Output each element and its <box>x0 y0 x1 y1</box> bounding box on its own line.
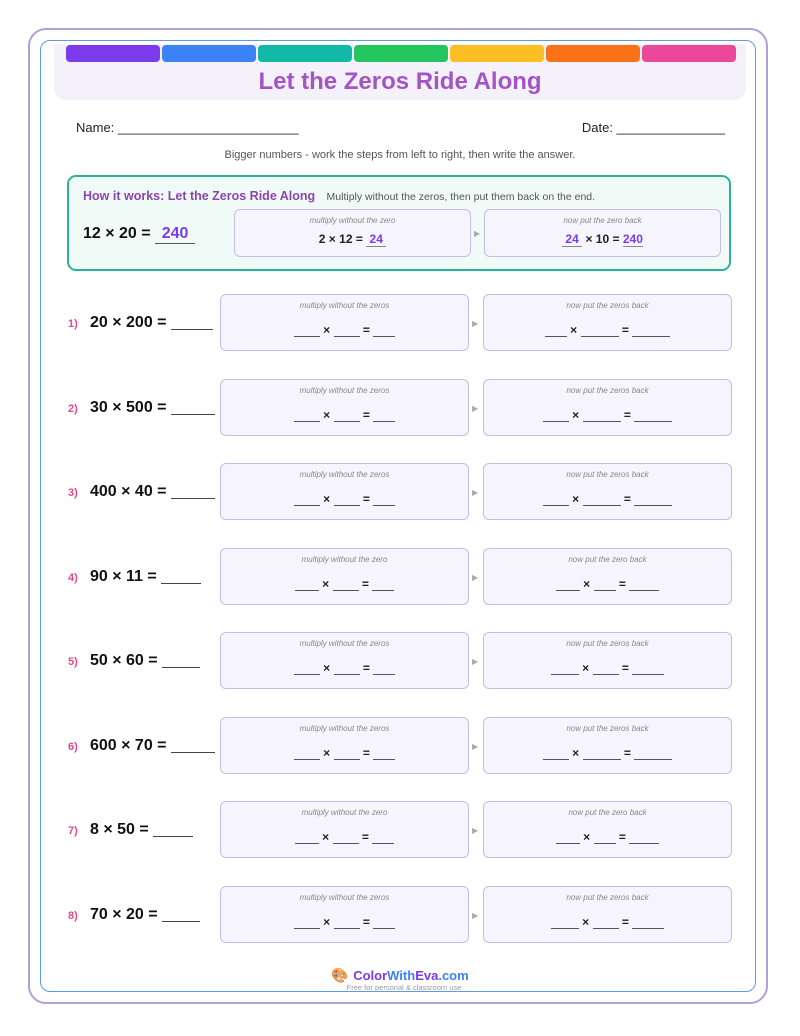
step1-equation: × = <box>221 661 468 675</box>
problem-expression: 400 × 40 = <box>90 483 215 501</box>
answer-blank[interactable] <box>543 747 569 760</box>
answer-blank[interactable] <box>294 916 320 929</box>
step-label: multiply without the zeros <box>299 386 390 395</box>
step1-box <box>220 632 469 689</box>
problem-answer-line[interactable] <box>162 907 200 922</box>
arrow-icon: ▶ <box>472 657 479 666</box>
step2-equation: × = <box>484 323 731 337</box>
answer-blank[interactable] <box>551 662 579 675</box>
example-step2-equation: 24 × 10 = 240 <box>485 232 720 247</box>
footer-tagline: Free for personal & classroom use <box>346 983 462 992</box>
arrow-icon: ▶ <box>472 573 479 582</box>
problem-answer-line[interactable] <box>162 653 200 668</box>
answer-blank[interactable] <box>372 831 394 844</box>
step2-equation: × = <box>484 661 731 675</box>
answer-blank[interactable] <box>543 409 569 422</box>
example-title: How it works: Let the Zeros Ride Along <box>83 189 316 203</box>
step-label: now put the zero back <box>568 808 647 817</box>
step-label: multiply without the zeros <box>299 301 390 310</box>
answer-blank[interactable] <box>634 747 672 760</box>
step2-box <box>483 886 732 943</box>
step1-box <box>220 463 469 520</box>
answer-blank[interactable] <box>629 578 659 591</box>
answer-blank[interactable] <box>373 493 395 506</box>
example-expression: 12 × 20 = <box>83 225 151 242</box>
problem-expression: 90 × 11 = <box>90 568 201 586</box>
answer-blank[interactable] <box>373 747 395 760</box>
answer-blank[interactable] <box>294 409 320 422</box>
answer-blank[interactable] <box>594 578 616 591</box>
answer-blank[interactable] <box>593 916 619 929</box>
answer-blank[interactable] <box>373 409 395 422</box>
answer-blank[interactable] <box>593 662 619 675</box>
problem-number: 7) <box>68 825 78 837</box>
brand-name: ColorWithEva.com <box>353 968 469 983</box>
answer-blank[interactable] <box>334 493 360 506</box>
answer-blank[interactable] <box>556 831 580 844</box>
step1-box <box>220 801 469 858</box>
answer-blank[interactable] <box>295 831 319 844</box>
name-field[interactable]: Name: _________________________ <box>76 120 299 135</box>
problem-answer-line[interactable] <box>161 569 201 584</box>
step-label: multiply without the zero <box>301 555 388 564</box>
example-step1-box <box>234 209 471 257</box>
answer-blank[interactable] <box>334 916 360 929</box>
step-label: now put the zeros back <box>566 470 649 479</box>
arrow-icon: ▶ <box>472 488 479 497</box>
step1-equation: × = <box>221 830 468 844</box>
answer-blank[interactable] <box>583 747 621 760</box>
answer-blank[interactable] <box>632 324 670 337</box>
step-label: now put the zero back <box>568 555 647 564</box>
problem-number: 2) <box>68 403 78 415</box>
instructions: Bigger numbers - work the steps from left to right, then write the answer. <box>224 149 576 161</box>
step2-equation: × = <box>484 408 731 422</box>
step1-result: 24 <box>366 232 386 247</box>
answer-blank[interactable] <box>372 578 394 591</box>
answer-blank[interactable] <box>583 493 621 506</box>
answer-blank[interactable] <box>543 493 569 506</box>
problem-expression: 600 × 70 = <box>90 737 215 755</box>
date-field[interactable]: Date: _______________ <box>581 120 725 135</box>
step1-equation: × = <box>221 323 468 337</box>
example-step2-box <box>484 209 721 257</box>
problem-answer-line[interactable] <box>171 738 215 753</box>
step1-equation: × = <box>221 746 468 760</box>
step2-box <box>483 379 732 436</box>
step2-box <box>483 548 732 605</box>
problem-number: 3) <box>68 487 78 499</box>
answer-blank[interactable] <box>545 324 567 337</box>
answer-blank[interactable] <box>373 916 395 929</box>
example-problem <box>83 225 195 244</box>
step1-box <box>220 294 469 351</box>
problem-expression: 50 × 60 = <box>90 652 200 670</box>
problem-number: 1) <box>68 318 78 330</box>
step1-equation: × = <box>221 408 468 422</box>
color-strip-segment <box>546 45 640 62</box>
answer-blank[interactable] <box>334 409 360 422</box>
step2-box <box>483 632 732 689</box>
answer-blank[interactable] <box>373 324 395 337</box>
problem-expression: 20 × 200 = <box>90 314 213 332</box>
answer-blank[interactable] <box>556 578 580 591</box>
answer-blank[interactable] <box>551 916 579 929</box>
answer-blank[interactable] <box>294 493 320 506</box>
step-label: now put the zeros back <box>566 301 649 310</box>
step1-equation: × = <box>221 577 468 591</box>
example-step1-equation: 2 × 12 = 24 <box>235 232 470 247</box>
color-strip-segment <box>642 45 736 62</box>
answer-blank[interactable] <box>373 662 395 675</box>
rainbow-strip <box>66 45 736 62</box>
step1-box <box>220 717 469 774</box>
step1-equation: × = <box>221 492 468 506</box>
step2-box <box>483 463 732 520</box>
worksheet-title: Let the Zeros Ride Along <box>258 68 542 95</box>
color-strip-segment <box>258 45 352 62</box>
answer-blank[interactable] <box>294 662 320 675</box>
answer-blank[interactable] <box>333 831 359 844</box>
answer-blank[interactable] <box>581 324 619 337</box>
problem-answer-line[interactable] <box>171 315 213 330</box>
answer-blank[interactable] <box>294 324 320 337</box>
example-heading <box>83 189 595 203</box>
step-label: multiply without the zeros <box>299 470 390 479</box>
problem-expression: 8 × 50 = <box>90 821 193 839</box>
problem-answer-line[interactable] <box>171 484 215 499</box>
problem-answer-line[interactable] <box>153 822 193 837</box>
color-strip-segment <box>354 45 448 62</box>
step-label: multiply without the zeros <box>299 893 390 902</box>
problem-number: 6) <box>68 741 78 753</box>
step2-equation: × = <box>484 746 731 760</box>
example-subtitle: Multiply without the zeros, then put them back on the end. <box>326 191 596 203</box>
arrow-icon: ▶ <box>472 911 479 920</box>
step2-equation: × = <box>484 830 731 844</box>
step1-equation: × = <box>221 915 468 929</box>
arrow-icon: ▶ <box>472 319 479 328</box>
color-strip-segment <box>162 45 256 62</box>
step2-result: 240 <box>622 232 643 246</box>
arrow-icon: ▶ <box>474 229 481 238</box>
step-label: multiply without the zeros <box>299 724 390 733</box>
step-label: now put the zero back <box>563 216 642 225</box>
color-strip-segment <box>450 45 544 62</box>
step1-box <box>220 379 469 436</box>
answer-blank[interactable] <box>294 747 320 760</box>
step-label: now put the zeros back <box>566 893 649 902</box>
step-label: multiply without the zeros <box>299 639 390 648</box>
step1-box <box>220 548 469 605</box>
step1-box <box>220 886 469 943</box>
arrow-icon: ▶ <box>472 826 479 835</box>
problem-number: 4) <box>68 572 78 584</box>
answer-blank[interactable] <box>334 324 360 337</box>
answer-blank[interactable] <box>583 409 621 422</box>
step2-box <box>483 801 732 858</box>
example-box <box>67 175 731 271</box>
step2-box <box>483 294 732 351</box>
answer-blank[interactable] <box>629 831 659 844</box>
answer-blank[interactable] <box>594 831 616 844</box>
answer-blank[interactable] <box>333 578 359 591</box>
answer-blank[interactable] <box>334 662 360 675</box>
problem-number: 8) <box>68 910 78 922</box>
step-label: now put the zeros back <box>566 386 649 395</box>
step-label: now put the zeros back <box>566 724 649 733</box>
step-label: multiply without the zero <box>301 808 388 817</box>
problem-answer-line[interactable] <box>171 400 215 415</box>
answer-blank[interactable] <box>634 493 672 506</box>
color-strip-segment <box>66 45 160 62</box>
problem-expression: 30 × 500 = <box>90 399 215 417</box>
footer-logo <box>0 967 800 992</box>
palette-icon: 🎨 <box>331 967 349 983</box>
arrow-icon: ▶ <box>472 404 479 413</box>
step2-equation: × = <box>484 577 731 591</box>
answer-blank[interactable] <box>295 578 319 591</box>
step2-equation: × = <box>484 492 731 506</box>
step-label: multiply without the zero <box>309 216 396 225</box>
step-label: now put the zeros back <box>566 639 649 648</box>
answer-blank[interactable] <box>632 916 664 929</box>
answer-blank[interactable] <box>334 747 360 760</box>
problem-number: 5) <box>68 656 78 668</box>
arrow-icon: ▶ <box>472 742 479 751</box>
problem-expression: 70 × 20 = <box>90 906 200 924</box>
step2-equation: × = <box>484 915 731 929</box>
step2-box <box>483 717 732 774</box>
answer-blank[interactable] <box>632 662 664 675</box>
example-answer: 240 <box>155 225 195 244</box>
answer-blank[interactable] <box>634 409 672 422</box>
